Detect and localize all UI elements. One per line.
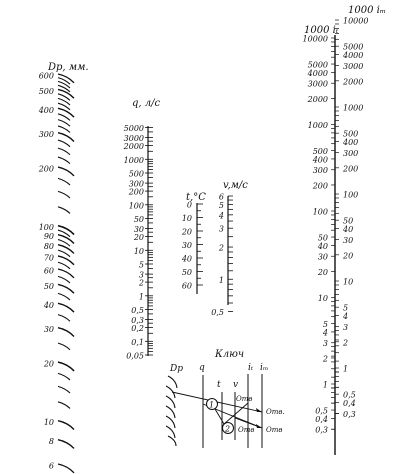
dp-arc bbox=[58, 245, 74, 254]
dp-arc bbox=[58, 148, 70, 155]
q-tick-label: 100 bbox=[128, 201, 144, 211]
iw-tick-label: 3 bbox=[343, 322, 349, 332]
dp-tick-label: 100 bbox=[38, 223, 54, 233]
dp-arc bbox=[58, 178, 70, 185]
dp-tick-label: 8 bbox=[48, 437, 54, 447]
it-tick-label: 500 bbox=[312, 147, 328, 157]
iw-tick-label: 10000 bbox=[343, 16, 369, 26]
iw-tick-label: 400 bbox=[343, 138, 359, 148]
dp-arc bbox=[58, 386, 70, 393]
q-tick-label: 0,1 bbox=[131, 337, 144, 347]
dp-tick-label: 20 bbox=[43, 359, 54, 369]
dp-tick-label: 600 bbox=[38, 71, 54, 81]
q-tick-label: 2 bbox=[138, 278, 144, 288]
it-tick-label: 1000 bbox=[307, 121, 328, 130]
dp-header: Dр, мм. bbox=[48, 62, 89, 73]
iw-tick-label: 200 bbox=[343, 164, 359, 174]
dp-arc bbox=[58, 464, 74, 473]
q-tick-label: 300 bbox=[128, 179, 144, 189]
q-tick-label: 0,3 bbox=[131, 316, 144, 326]
dp-arc bbox=[58, 402, 70, 409]
q-tick-label: 200 bbox=[128, 187, 144, 197]
q-tick-label: 5 bbox=[138, 260, 144, 270]
iw-scale bbox=[335, 17, 368, 419]
iw-tick-label: 500 bbox=[343, 129, 359, 139]
dp-arc bbox=[58, 293, 70, 300]
dp-tick-label: 80 bbox=[43, 242, 54, 252]
dp-arc bbox=[58, 235, 74, 244]
dp-arc bbox=[58, 114, 70, 121]
iw-tick-label: 0,3 bbox=[343, 409, 356, 419]
dp-tick-label: 70 bbox=[43, 253, 54, 263]
v-tick-label: 5 bbox=[218, 200, 224, 210]
iw-tick-label: 50 bbox=[343, 216, 354, 226]
it-tick-label: 0,5 bbox=[315, 406, 328, 416]
t-tick-label: 30 bbox=[181, 241, 192, 250]
key-v-label: v bbox=[233, 380, 239, 390]
iw-tick-label: 1 bbox=[343, 364, 349, 374]
q-tick-label: 0,05 bbox=[126, 351, 144, 361]
iw-tick-label: 100 bbox=[343, 190, 359, 200]
key-it-label: iₜ bbox=[248, 363, 254, 373]
it-tick-label: 0,3 bbox=[315, 425, 328, 435]
key-dp-label: Dр bbox=[170, 364, 183, 374]
q-tick-label: 20 bbox=[133, 233, 144, 243]
dp-arc bbox=[58, 157, 70, 164]
v-header: v,м/с bbox=[223, 180, 248, 191]
it-tick-label: 0,4 bbox=[315, 414, 328, 424]
v-tick-label: 0,5 bbox=[211, 307, 224, 317]
dp-arc bbox=[58, 120, 70, 127]
it-tick-label: 2000 bbox=[307, 94, 328, 104]
it-tick-label: 40 bbox=[317, 241, 328, 251]
it-tick-label: 4 bbox=[322, 328, 328, 338]
dp-arc bbox=[58, 303, 74, 312]
dp-arc bbox=[58, 440, 74, 449]
iw-tick-label: 3000 bbox=[343, 61, 364, 71]
iw-header: 1000 iₘ bbox=[348, 5, 386, 16]
key-otv-d: Отв bbox=[266, 426, 283, 434]
q-header: q, л/с bbox=[132, 98, 161, 109]
it-tick-label: 100 bbox=[312, 207, 328, 217]
q-tick-label: 0,2 bbox=[131, 324, 144, 334]
dp-tick-label: 90 bbox=[43, 232, 54, 242]
iw-tick-label: 300 bbox=[343, 148, 359, 158]
it-tick-label: 400 bbox=[312, 155, 328, 165]
dp-tick-label: 10 bbox=[43, 418, 54, 428]
t-tick-label: 40 bbox=[181, 254, 192, 264]
v-tick-label: 4 bbox=[218, 211, 224, 221]
iw-tick-label: 4000 bbox=[343, 51, 364, 61]
it-tick-label: 1 bbox=[322, 380, 328, 390]
it-tick-label: 5 bbox=[322, 320, 328, 330]
dp-tick-label: 500 bbox=[38, 86, 54, 96]
v-scale bbox=[211, 193, 233, 317]
key-otv-b: Отв bbox=[238, 426, 255, 434]
dp-arc bbox=[58, 269, 74, 278]
it-tick-label: 5000 bbox=[307, 60, 328, 70]
dp-tick-label: 60 bbox=[43, 266, 54, 276]
it-tick-label: 200 bbox=[312, 181, 328, 191]
dp-arc bbox=[58, 328, 74, 337]
it-tick-label: 20 bbox=[317, 267, 328, 277]
t-tick-label: 10 bbox=[181, 214, 192, 223]
it-tick-label: 300 bbox=[312, 166, 328, 176]
key-otv-a: Отв bbox=[236, 395, 253, 403]
dp-arc bbox=[58, 167, 74, 176]
dp-arc bbox=[58, 362, 74, 371]
q-tick-label: 10 bbox=[133, 246, 144, 256]
q-tick-label: 2000 bbox=[123, 142, 144, 152]
q-tick-label: 0,5 bbox=[131, 306, 144, 315]
dp-tick-label: 6 bbox=[48, 461, 54, 471]
dp-arc bbox=[58, 126, 70, 133]
it-tick-label: 2 bbox=[322, 354, 328, 364]
iw-tick-label: 1000 bbox=[343, 103, 364, 113]
dp-arc bbox=[58, 262, 70, 269]
iw-tick-label: 5000 bbox=[343, 42, 364, 52]
t-tick-label: 50 bbox=[181, 268, 192, 277]
it-tick-label: 10000 bbox=[302, 34, 328, 44]
q-tick-label: 1 bbox=[138, 292, 144, 302]
it-tick-label: 3 bbox=[322, 339, 328, 349]
dp-tick-label: 300 bbox=[38, 130, 54, 140]
key-diagram bbox=[166, 349, 285, 448]
dp-scale bbox=[38, 72, 74, 473]
t-tick-label: 60 bbox=[181, 281, 192, 291]
key-q-label: q bbox=[199, 363, 205, 373]
iw-tick-label: 0,4 bbox=[343, 399, 356, 409]
dp-arc bbox=[58, 276, 70, 283]
v-tick-label: 1 bbox=[218, 275, 224, 285]
q-tick-label: 3 bbox=[138, 270, 144, 280]
it-tick-label: 3000 bbox=[307, 79, 328, 89]
t-header: t,°C bbox=[186, 192, 206, 203]
q-tick-label: 500 bbox=[128, 169, 144, 179]
key-title: Ключ bbox=[215, 349, 245, 360]
dp-arc bbox=[58, 315, 70, 322]
key-dp-arcs bbox=[166, 376, 177, 446]
it-tick-label: 30 bbox=[317, 252, 328, 262]
key-iw-label: iₘ bbox=[260, 363, 269, 373]
key-otv-c: Отв. bbox=[266, 408, 285, 416]
iw-tick-label: 5 bbox=[343, 303, 349, 313]
iw-tick-label: 0,5 bbox=[343, 390, 356, 400]
q-tick-label: 3000 bbox=[123, 134, 144, 144]
q-tick-label: 1000 bbox=[123, 155, 144, 165]
iw-tick-label: 30 bbox=[343, 235, 354, 245]
it-scale bbox=[303, 35, 335, 435]
iw-tick-label: 10 bbox=[343, 277, 354, 287]
iw-tick-label: 40 bbox=[343, 225, 354, 235]
v-tick-label: 3 bbox=[218, 224, 224, 234]
v-tick-label: 2 bbox=[218, 243, 224, 253]
t-tick-label: 20 bbox=[181, 227, 192, 237]
iw-tick-label: 20 bbox=[343, 251, 354, 261]
key-marker-1-label: 1 bbox=[209, 400, 215, 410]
t-tick-label: 0 bbox=[186, 200, 192, 210]
dp-arc bbox=[58, 343, 70, 350]
v-tick-label: 6 bbox=[218, 192, 224, 202]
dp-tick-label: 200 bbox=[38, 164, 54, 174]
dp-tick-label: 400 bbox=[38, 105, 54, 115]
q-tick-label: 30 bbox=[133, 225, 144, 235]
dp-tick-label: 30 bbox=[43, 325, 54, 335]
q-tick-label: 5000 bbox=[123, 124, 144, 133]
it-tick-label: 4000 bbox=[307, 68, 328, 78]
dp-arc bbox=[58, 207, 70, 214]
dp-arc bbox=[58, 140, 70, 147]
t-scale bbox=[181, 201, 203, 291]
dp-arc bbox=[58, 133, 74, 142]
key-t-label: t bbox=[217, 380, 221, 390]
it-tick-label: 10 bbox=[317, 294, 328, 303]
it-tick-label: 50 bbox=[317, 233, 328, 243]
dp-tick-label: 50 bbox=[43, 281, 54, 291]
dp-arc bbox=[58, 362, 74, 371]
iw-tick-label: 2 bbox=[343, 338, 349, 348]
iw-tick-label: 4 bbox=[343, 312, 349, 322]
dp-arc bbox=[58, 108, 74, 117]
dp-arc bbox=[58, 284, 74, 293]
key-marker-2-label: 2 bbox=[225, 424, 231, 434]
iw-tick-label: 2000 bbox=[343, 77, 364, 87]
dp-arc bbox=[58, 373, 70, 380]
it-header: 1000 iₜ bbox=[304, 25, 339, 36]
dp-arc bbox=[58, 421, 74, 430]
dp-tick-label: 40 bbox=[43, 300, 54, 310]
q-tick-label: 50 bbox=[133, 215, 144, 224]
dp-arc bbox=[58, 191, 70, 198]
